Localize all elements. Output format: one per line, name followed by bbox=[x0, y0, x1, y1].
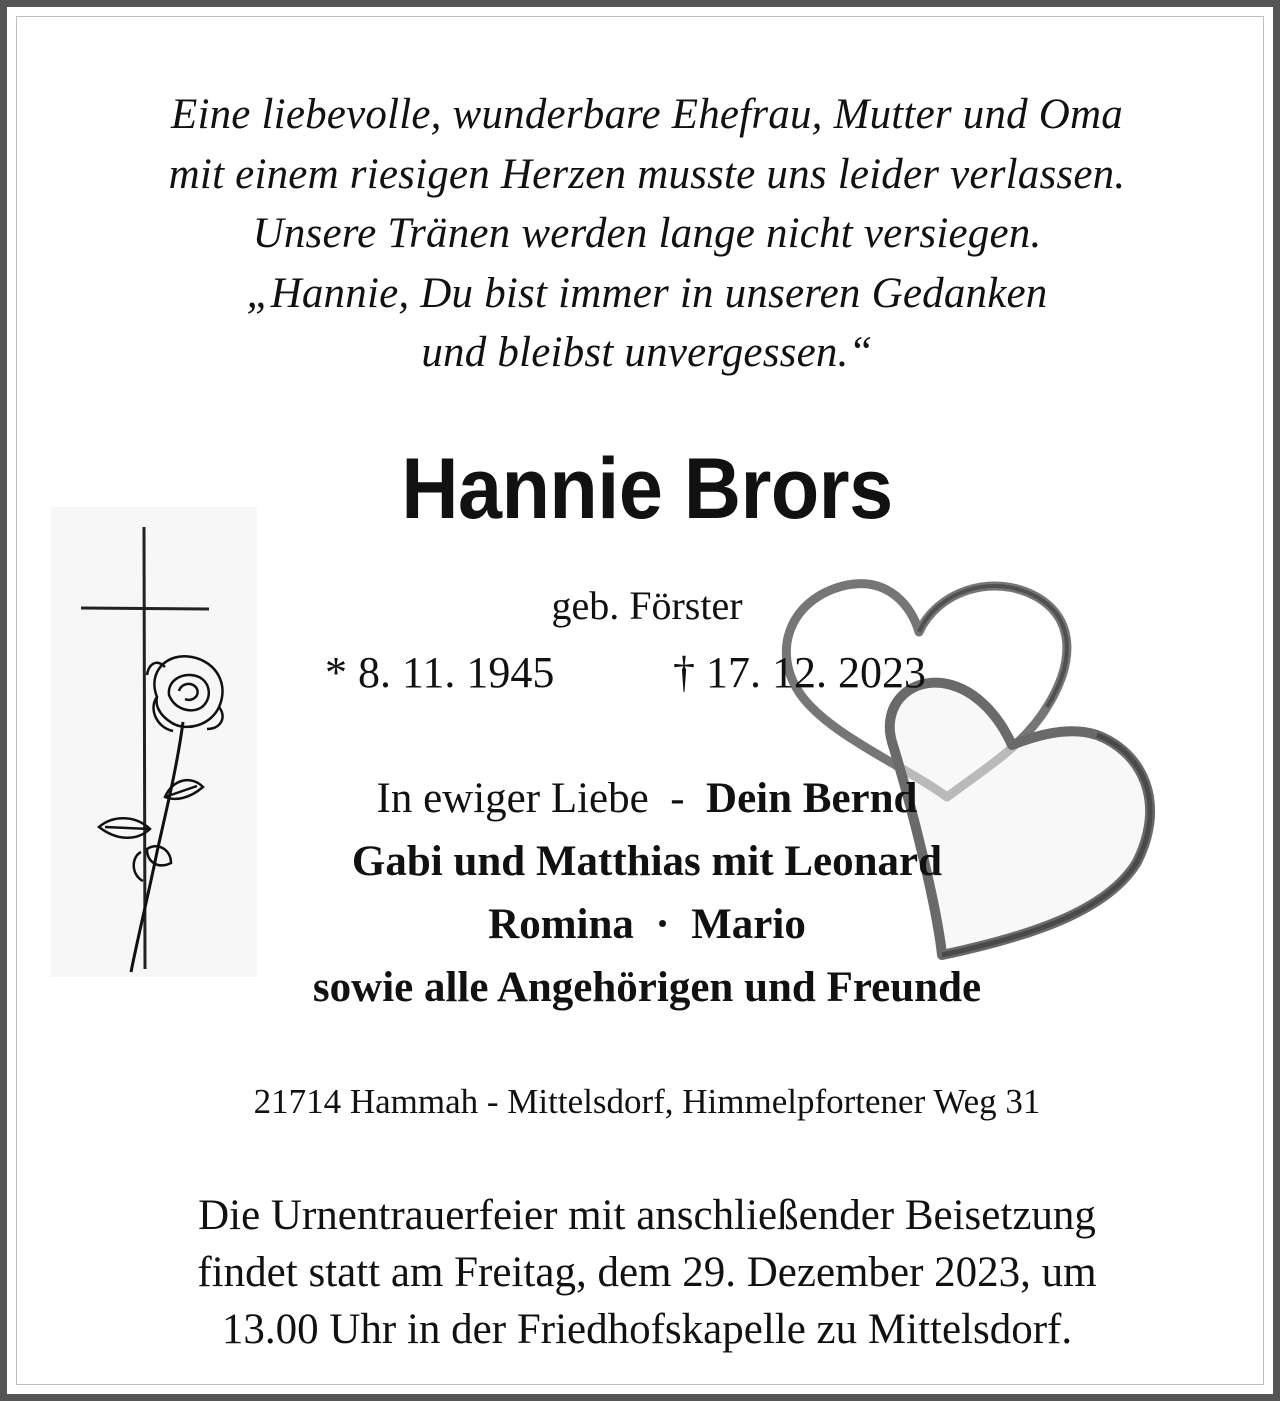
intro-text bbox=[7, 85, 1280, 383]
ceremony-line: Die Urnentrauerfeier mit anschließender Beisetzung bbox=[198, 1192, 1096, 1239]
ceremony-line: findet statt am Freitag, dem 29. Dezember 2023, um bbox=[197, 1249, 1097, 1296]
intro-line: Unsere Tränen werden lange nicht versiegen. bbox=[252, 210, 1042, 257]
family-line: Romina · Mario bbox=[488, 901, 806, 948]
address: 21714 Hammah - Mittelsdorf, Himmelpfortener Weg 31 bbox=[253, 1082, 1041, 1121]
birth-date: * 8. 11. 1945 bbox=[325, 648, 555, 697]
love-name: Dein Bernd bbox=[706, 775, 918, 822]
family-line-love bbox=[7, 767, 1280, 830]
born-name: geb. Förster bbox=[551, 583, 743, 628]
ceremony-line: 13.00 Uhr in der Friedhofskapelle zu Mittelsdorf. bbox=[221, 1306, 1073, 1353]
family-signatures bbox=[7, 767, 1280, 1019]
intro-line: und bleibst unvergessen.“ bbox=[421, 329, 873, 376]
death-date: † 17. 12. 2023 bbox=[673, 648, 926, 697]
family-line: sowie alle Angehörigen und Freunde bbox=[312, 964, 982, 1011]
intro-line: mit einem riesigen Herzen musste uns leider verlassen. bbox=[168, 150, 1126, 198]
love-prefix: In ewiger Liebe - bbox=[376, 775, 707, 822]
intro-line: Eine liebevolle, wunderbare Ehefrau, Mutter und Oma bbox=[170, 91, 1124, 138]
deceased-name: Hannie Brors bbox=[401, 441, 893, 537]
ceremony-details bbox=[7, 1187, 1280, 1358]
family-line: Gabi und Matthias mit Leonard bbox=[351, 838, 943, 885]
intro-line: „Hannie, Du bist immer in unseren Gedanken bbox=[246, 269, 1048, 317]
